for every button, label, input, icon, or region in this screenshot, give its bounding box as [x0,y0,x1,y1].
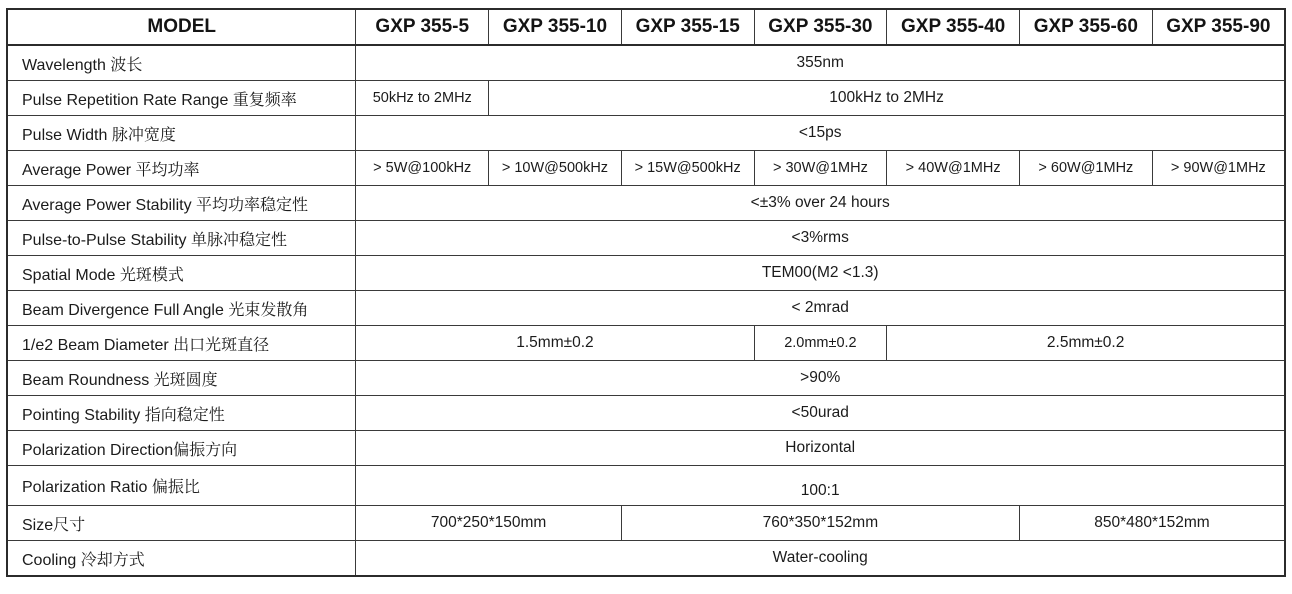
model-header-cell: MODEL [7,9,356,45]
spec-label-cell: Beam Divergence Full Angle 光束发散角 [7,291,356,326]
spec-value-cell: Horizontal [356,431,1285,466]
spec-label-cell: Beam Roundness 光斑圆度 [7,361,356,396]
spec-value-cell: > 90W@1MHz [1152,151,1285,186]
spec-value-cell: > 5W@100kHz [356,151,489,186]
column-header-cell: GXP 355-60 [1019,9,1152,45]
spec-value-cell: >90% [356,361,1285,396]
spec-row [7,256,1285,291]
spec-label-cell: Size尺寸 [7,506,356,541]
spec-value-cell: 2.5mm±0.2 [887,326,1285,361]
spec-label-cell: Average Power 平均功率 [7,151,356,186]
column-header-cell: GXP 355-30 [754,9,887,45]
spec-value-cell: <3%rms [356,221,1285,256]
spec-value-cell: <±3% over 24 hours [356,186,1285,221]
spec-label-cell: Pulse Repetition Rate Range 重复频率 [7,81,356,116]
spec-value-cell: > 40W@1MHz [887,151,1020,186]
spec-row [7,506,1285,541]
spec-row [7,431,1285,466]
spec-value-cell: 50kHz to 2MHz [356,81,489,116]
spec-row [7,361,1285,396]
column-header-cell: GXP 355-40 [887,9,1020,45]
spec-row [7,81,1285,116]
spec-label-cell: Cooling 冷却方式 [7,541,356,577]
spec-row [7,151,1285,186]
spec-label-cell: Wavelength 波长 [7,45,356,81]
spec-value-cell: Water-cooling [356,541,1285,577]
spec-label-cell: Polarization Direction偏振方向 [7,431,356,466]
column-header-cell: GXP 355-5 [356,9,489,45]
spec-value-cell: TEM00(M2 <1.3) [356,256,1285,291]
spec-label-cell: Pulse-to-Pulse Stability 单脉冲稳定性 [7,221,356,256]
spec-row [7,45,1285,81]
spec-row [7,116,1285,151]
spec-label-cell: Pointing Stability 指向稳定性 [7,396,356,431]
spec-row [7,291,1285,326]
header-row [7,9,1285,45]
spec-row [7,186,1285,221]
spec-label-cell: Polarization Ratio 偏振比 [7,466,356,506]
spec-value-cell: > 30W@1MHz [754,151,887,186]
spec-value-cell: > 60W@1MHz [1019,151,1152,186]
spec-row [7,221,1285,256]
table-body [7,45,1285,576]
spec-label-cell: Spatial Mode 光斑模式 [7,256,356,291]
column-header-cell: GXP 355-10 [489,9,622,45]
spec-row [7,326,1285,361]
spec-value-cell: 700*250*150mm [356,506,621,541]
spec-value-cell: 355nm [356,45,1285,81]
spec-value-cell: 850*480*152mm [1019,506,1285,541]
spec-value-cell: 100:1 [356,466,1285,506]
spec-table [6,8,1286,577]
spec-label-cell: 1/e2 Beam Diameter 出口光斑直径 [7,326,356,361]
spec-value-cell: < 2mrad [356,291,1285,326]
spec-value-cell: <15ps [356,116,1285,151]
spec-label-cell: Pulse Width 脉冲宽度 [7,116,356,151]
spec-row [7,396,1285,431]
spec-value-cell: 760*350*152mm [621,506,1019,541]
spec-row [7,466,1285,506]
spec-value-cell: <50urad [356,396,1285,431]
spec-row [7,541,1285,577]
table-header [7,9,1285,45]
spec-value-cell: 1.5mm±0.2 [356,326,754,361]
spec-value-cell: 100kHz to 2MHz [489,81,1285,116]
spec-value-cell: > 15W@500kHz [621,151,754,186]
spec-value-cell: 2.0mm±0.2 [754,326,887,361]
column-header-cell: GXP 355-15 [621,9,754,45]
spec-value-cell: > 10W@500kHz [489,151,622,186]
spec-label-cell: Average Power Stability 平均功率稳定性 [7,186,356,221]
column-header-cell: GXP 355-90 [1152,9,1285,45]
